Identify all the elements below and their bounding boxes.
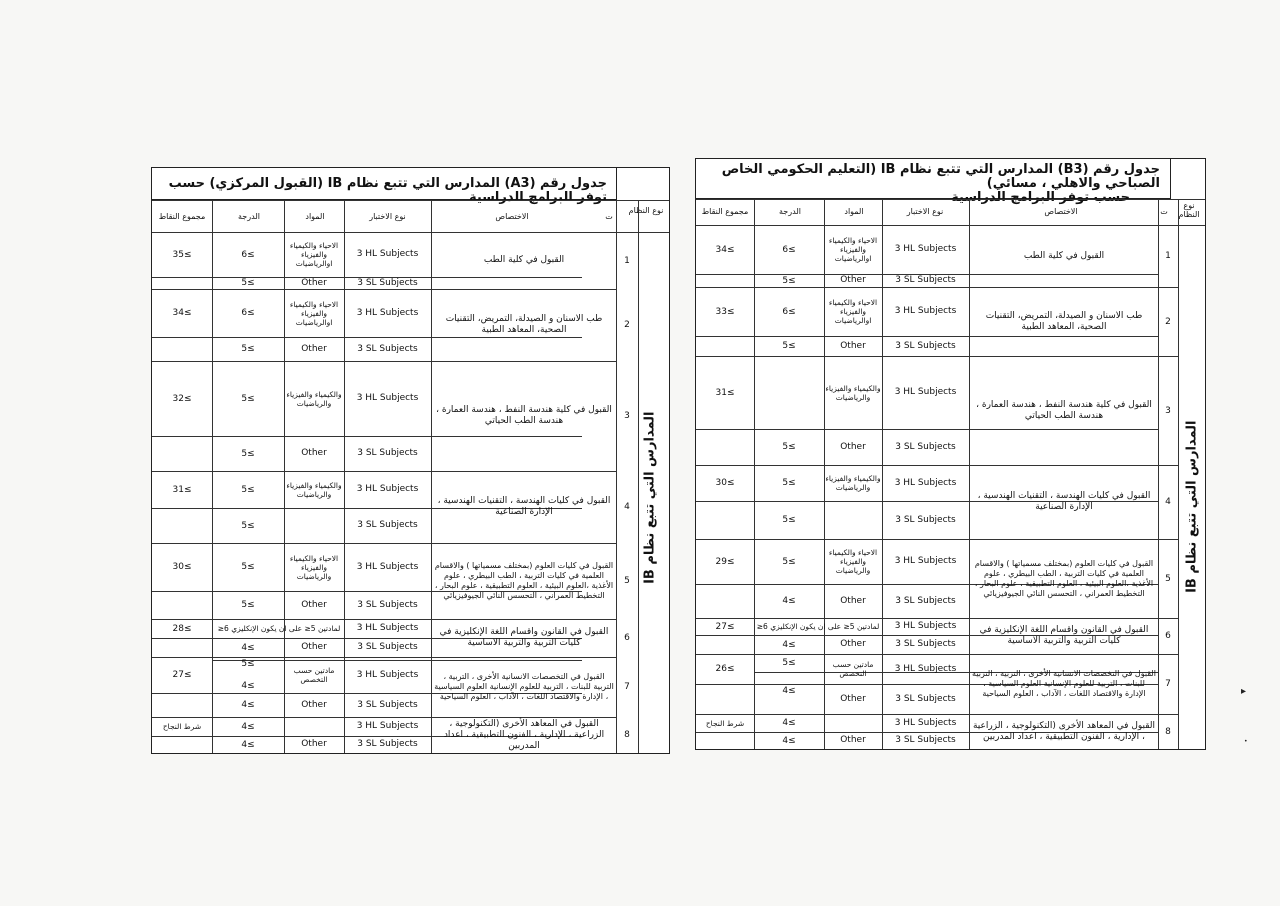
- exam-sl: 3 SL Subjects: [895, 639, 956, 649]
- grade-sl: 4≤: [782, 596, 796, 606]
- header-subjects: المواد: [305, 212, 325, 221]
- grade-hl: [754, 356, 824, 429]
- exam-sl: 3 SL Subjects: [895, 735, 956, 745]
- exam-hl: 3 HL Subjects: [356, 721, 419, 731]
- subjects-sl: Other: [840, 441, 866, 452]
- header-system-type: نوع النظام: [1178, 201, 1200, 219]
- subjects-hl: الاحياء والكيمياء والفيزياء اوالرياضيات: [828, 236, 878, 263]
- exam-sl: 3 SL Subjects: [357, 343, 418, 354]
- row-number: 5: [624, 576, 630, 586]
- grade-hl: 6≤: [241, 249, 255, 260]
- title-type-cell: [1170, 159, 1206, 199]
- table-a3-title: جدول رقم (A3) المدارس التي تتبع نظام IB (القبول المركزي) حسب توفر البرامج الدراسية: [152, 168, 617, 200]
- header-subjects: المواد: [844, 207, 864, 216]
- row-number: 6: [624, 633, 630, 643]
- row-number: 4: [624, 502, 630, 512]
- grade-sl: 5≤: [782, 442, 796, 452]
- grade-sl: 5≤: [241, 520, 255, 531]
- header-system-type: نوع النظام: [628, 206, 664, 215]
- subjects-hl: لمادتين 5≤ على ان يكون الإنكليزي 6≤: [756, 622, 880, 631]
- exam-sl: 3 SL Subjects: [357, 520, 418, 530]
- exam-sl: 3 SL Subjects: [895, 441, 956, 452]
- header-specialization: الاختصاص: [1044, 207, 1078, 216]
- total-points: 30≤: [715, 478, 735, 488]
- table-a3: [151, 167, 670, 754]
- total-points: 31≤: [715, 387, 735, 398]
- subjects-sl: Other: [840, 735, 866, 745]
- scan-speck: ▸: [1241, 686, 1247, 697]
- subjects-sl: Other: [301, 739, 327, 749]
- total-points: 31≤: [172, 484, 192, 495]
- specialization-cell: طب الاسنان و الصيدلة، التمريض، التقنيات الصحية، المعاهد الطبية: [445, 314, 603, 335]
- subjects-hl: الاحياء والكيمياء والفيزياء اوالرياضيات: [289, 299, 339, 327]
- grade-hl: 6≤: [241, 308, 255, 318]
- subjects-hl: والكيمياء والفيزياء والرياضيات: [286, 389, 342, 408]
- table-b3-title-line1: جدول رقم (B3) المدارس التي تتبع نظام IB (التعليم الحكومي الخاص الصباحي والاهلي ، مسائي): [721, 162, 1160, 191]
- subjects-sl: Other: [301, 448, 327, 458]
- grade-hl: 6≤: [782, 306, 796, 317]
- subjects-sl: Other: [840, 693, 866, 704]
- subjects-sl: Other: [840, 340, 866, 351]
- subjects-sl: Other: [301, 642, 327, 652]
- specialization-cell: طب الاسنان و الصيدلة، التمريض، التقنيات الصحية، المعاهد الطبية: [985, 310, 1143, 332]
- specialization-cell: القبول في التخصصات الانسانية الأخرى ، التربية ، التربية للبنات ، التربية للعلوم الإنسانية العلوم السياسية ، الإدارة والاقتصاد اللغات ، الآداب ، العلوم السياحية: [972, 669, 1156, 698]
- exam-hl: 3 HL Subjects: [894, 477, 957, 488]
- exam-sl: 3 SL Subjects: [357, 739, 418, 749]
- grade-sl: 5≤: [241, 278, 255, 288]
- grade-sl: 4≤: [241, 700, 255, 710]
- specialization-cell: القبول في التخصصات الانسانية الأخرى ، التربية ، التربية للبنات ، التربية للعلوم الإنسانية العلوم السياسية ، الإدارة والاقتصاد اللغات ، الآداب ، العلوم السياحية: [434, 672, 614, 701]
- grade-hl: 5≤: [241, 562, 255, 572]
- grade-hl: 5≤: [782, 478, 796, 488]
- subjects-sl: Other: [840, 595, 866, 606]
- row-number: 8: [1165, 726, 1171, 737]
- subjects-sl: Other: [301, 599, 327, 610]
- total-points: 32≤: [172, 393, 192, 404]
- subjects-hl: مادتين حسب التخصص: [293, 666, 335, 684]
- header-specialization: الاختصاص: [495, 212, 529, 221]
- table-b3: [695, 158, 1206, 750]
- subjects-hl: الاحياء والكيمياء والفيزياء والرياضيات: [289, 553, 339, 581]
- grade-sl: 5≤: [241, 600, 255, 610]
- exam-hl: 3 HL Subjects: [894, 387, 957, 397]
- exam-hl: 3 HL Subjects: [356, 669, 419, 680]
- exam-sl: 3 SL Subjects: [357, 448, 418, 458]
- exam-hl: 3 HL Subjects: [894, 556, 957, 566]
- subjects-sl: [824, 501, 882, 539]
- total-points: 35≤: [172, 249, 192, 260]
- exam-hl: 3 HL Subjects: [356, 561, 419, 572]
- grade-sl: 4≤: [782, 735, 796, 746]
- header-no: ت: [1160, 207, 1168, 216]
- grade-hl: 5≤: [782, 658, 796, 668]
- grade-sl: 4≤: [241, 739, 255, 750]
- exam-hl: 3 HL Subjects: [356, 623, 419, 633]
- grade-hl: 5≤: [241, 484, 255, 495]
- subjects-hl: مادتين حسب التخصص: [832, 660, 874, 678]
- header-total: مجموع النقاط: [701, 207, 749, 216]
- total-points: 34≤: [715, 244, 735, 255]
- total-points: 29≤: [715, 556, 735, 567]
- title-type-cell: [616, 168, 670, 200]
- subjects-hl: الاحياء والكيمياء والفيزياء اوالرياضيات: [289, 241, 339, 268]
- specialization-cell: القبول في كليات العلوم (بمختلف مسمياتها ) والاقسام العلمية في كليات التربية ، الطب البيطري ، علوم الأغذية ،العلوم البيئية ، العلوم التطبيقية ، علوم البحار ، التخطيط العمراني ، التحسس النائي الجيوفيزيائي: [974, 558, 1154, 598]
- header-exam-type: نوع الاختبار: [369, 212, 406, 221]
- subjects-sl: Other: [840, 275, 866, 285]
- total-points: 33≤: [715, 306, 735, 317]
- system-label: المدارس التي تتبع نظام IB: [1184, 420, 1200, 593]
- total-points: 30≤: [172, 562, 192, 572]
- row-number: 1: [1165, 251, 1171, 261]
- specialization-cell: القبول في كلية الطب: [1023, 250, 1105, 261]
- grade-sl: [754, 698, 824, 714]
- exam-sl: 3 SL Subjects: [895, 514, 956, 525]
- row-number: 7: [1165, 679, 1171, 689]
- specialization-cell: القبول في كلية الطب: [483, 255, 565, 265]
- exam-hl: 3 HL Subjects: [356, 393, 419, 403]
- row-number: 2: [1165, 316, 1171, 327]
- exam-sl: 3 SL Subjects: [895, 340, 956, 351]
- row-number: 1: [624, 255, 630, 266]
- exam-sl: 3 SL Subjects: [895, 595, 956, 606]
- specialization-cell: القبول في المعاهد الأخرى (التكنولوجية ، الزراعية ، الإدارية ، الفنون التطبيقية ، اعداد المدربين: [972, 720, 1156, 742]
- specialization-cell: القبول في كليات الهندسة ، التقنيات الهندسية ، الإدارة الصناعية: [977, 491, 1151, 512]
- grade-hl: 6≤: [782, 244, 796, 255]
- header-no: ت: [605, 212, 613, 221]
- grade-sl: 4≤: [241, 642, 255, 653]
- subjects-hl: لمادتين 5≤ على ان يكون الإنكليزي 6≤: [217, 624, 341, 633]
- specialization-cell: القبول في القانون واقسام اللغة الإنكليزية في كليات التربية والتربية الاساسية: [979, 625, 1149, 646]
- grade-hl: 4≤: [241, 721, 255, 732]
- specialization-cell: القبول في المعاهد الأخرى (التكنولوجية ، الزراعية ، الإدارية ، الفنون التطبيقية ، اعداد المدربين: [443, 718, 605, 751]
- subjects-hl: الاحياء والكيمياء والفيزياء اوالرياضيات: [828, 298, 878, 325]
- exam-sl: 3 SL Subjects: [357, 699, 418, 710]
- total-points: 26≤: [715, 664, 735, 674]
- total-points: 34≤: [172, 308, 192, 318]
- table-b3-title-line2: حسب توفر البرامج الدراسية: [951, 190, 1130, 205]
- total-points: 28≤: [172, 623, 192, 634]
- exam-sl: 3 SL Subjects: [895, 275, 956, 285]
- exam-sl: 3 SL Subjects: [357, 277, 418, 288]
- subjects-sl: Other: [301, 699, 327, 710]
- specialization-cell: القبول في القانون واقسام اللغة الإنكليزية في كليات التربية والتربية الاساسية: [439, 627, 609, 648]
- subjects-hl: والكيمياء والفيزياء والرياضيات: [825, 474, 881, 492]
- grade-hl: 5≤: [241, 393, 255, 404]
- specialization-cell: القبول في كليات العلوم (بمختلف مسمياتها ) والاقسام العلمية في كليات التربية ، الطب البيطري ، علوم الأغذية ،العلوم البيئية ، العلوم التطبيقية ، علوم البحار ، التخطيط العمراني ، التحسس النائي الجيوفيزيائي: [434, 561, 614, 600]
- grade-sl: 5≤: [241, 344, 255, 354]
- exam-sl: 3 SL Subjects: [357, 642, 418, 652]
- subjects-sl: Other: [840, 639, 866, 649]
- row-number: 2: [624, 320, 630, 330]
- header-grade: الدرجة: [238, 212, 260, 221]
- grade-sl: 5≤: [782, 515, 796, 525]
- exam-hl: 3 HL Subjects: [356, 484, 419, 494]
- subjects-sl: Other: [301, 277, 327, 288]
- grade-hl: 4≤: [782, 718, 796, 728]
- grade-sl: 5≤: [241, 448, 255, 459]
- subjects-hl: الاحياء والكيمياء والفيزياء والرياضيات: [828, 548, 878, 575]
- row-number: 7: [624, 682, 630, 692]
- scan-speck: •: [1244, 738, 1248, 745]
- grade-sl: 4≤: [782, 639, 796, 650]
- header-total: مجموع النقاط: [158, 212, 206, 221]
- specialization-cell: القبول في كلية هندسة النفط ، هندسة العمارة ، هندسة الطب الحياتي: [436, 405, 612, 426]
- subjects-hl: والكيمياء والفيزياء والرياضيات: [286, 480, 342, 499]
- exam-hl: 3 HL Subjects: [894, 717, 957, 728]
- header-exam-type: نوع الاختبار: [906, 207, 944, 216]
- specialization-cell: القبول في كلية هندسة النفط ، هندسة العمارة ، هندسة الطب الحياتي: [976, 399, 1152, 421]
- subjects-sl: [284, 508, 344, 543]
- subjects-hl: [824, 714, 882, 732]
- specialization-cell: القبول في كليات الهندسة ، التقنيات الهندسية ، الإدارة الصناعية: [437, 496, 611, 517]
- exam-sl: 3 SL Subjects: [895, 693, 956, 704]
- row-number: 6: [1165, 631, 1171, 641]
- exam-hl: 3 HL Subjects: [894, 663, 957, 674]
- subjects-hl: والكيمياء والفيزياء والرياضيات: [825, 383, 881, 402]
- grade-hl: 5≤: [782, 556, 796, 567]
- exam-hl: 3 HL Subjects: [894, 621, 957, 631]
- exam-sl: 3 SL Subjects: [357, 599, 418, 610]
- grade-hl: 5≤: [241, 659, 255, 669]
- grade-hl-2: 4≤: [241, 681, 255, 691]
- total-points: شرط النجاح: [162, 722, 202, 731]
- total-points: شرط النجاح: [705, 718, 745, 728]
- total-points: 27≤: [715, 621, 735, 632]
- grade-hl-2: 4≤: [782, 686, 796, 696]
- total-points: 27≤: [172, 670, 192, 680]
- table-b3-title: [696, 159, 1170, 205]
- row-number: 3: [624, 411, 630, 421]
- row-number: 3: [1165, 405, 1171, 416]
- grade-sl: 5≤: [782, 275, 796, 286]
- system-label: المدارس التي تتبع نظام IB: [642, 411, 658, 584]
- subjects-sl: Other: [301, 343, 327, 354]
- subjects-hl: [284, 717, 344, 736]
- exam-hl: 3 HL Subjects: [894, 306, 957, 316]
- exam-hl: 3 HL Subjects: [356, 249, 419, 259]
- grade-sl: 5≤: [782, 341, 796, 351]
- row-number: 4: [1165, 497, 1171, 507]
- row-number: 8: [624, 730, 630, 740]
- exam-hl: 3 HL Subjects: [894, 244, 957, 254]
- row-number: 5: [1165, 573, 1171, 584]
- header-grade: الدرجة: [779, 207, 801, 216]
- exam-hl: 3 HL Subjects: [356, 307, 419, 318]
